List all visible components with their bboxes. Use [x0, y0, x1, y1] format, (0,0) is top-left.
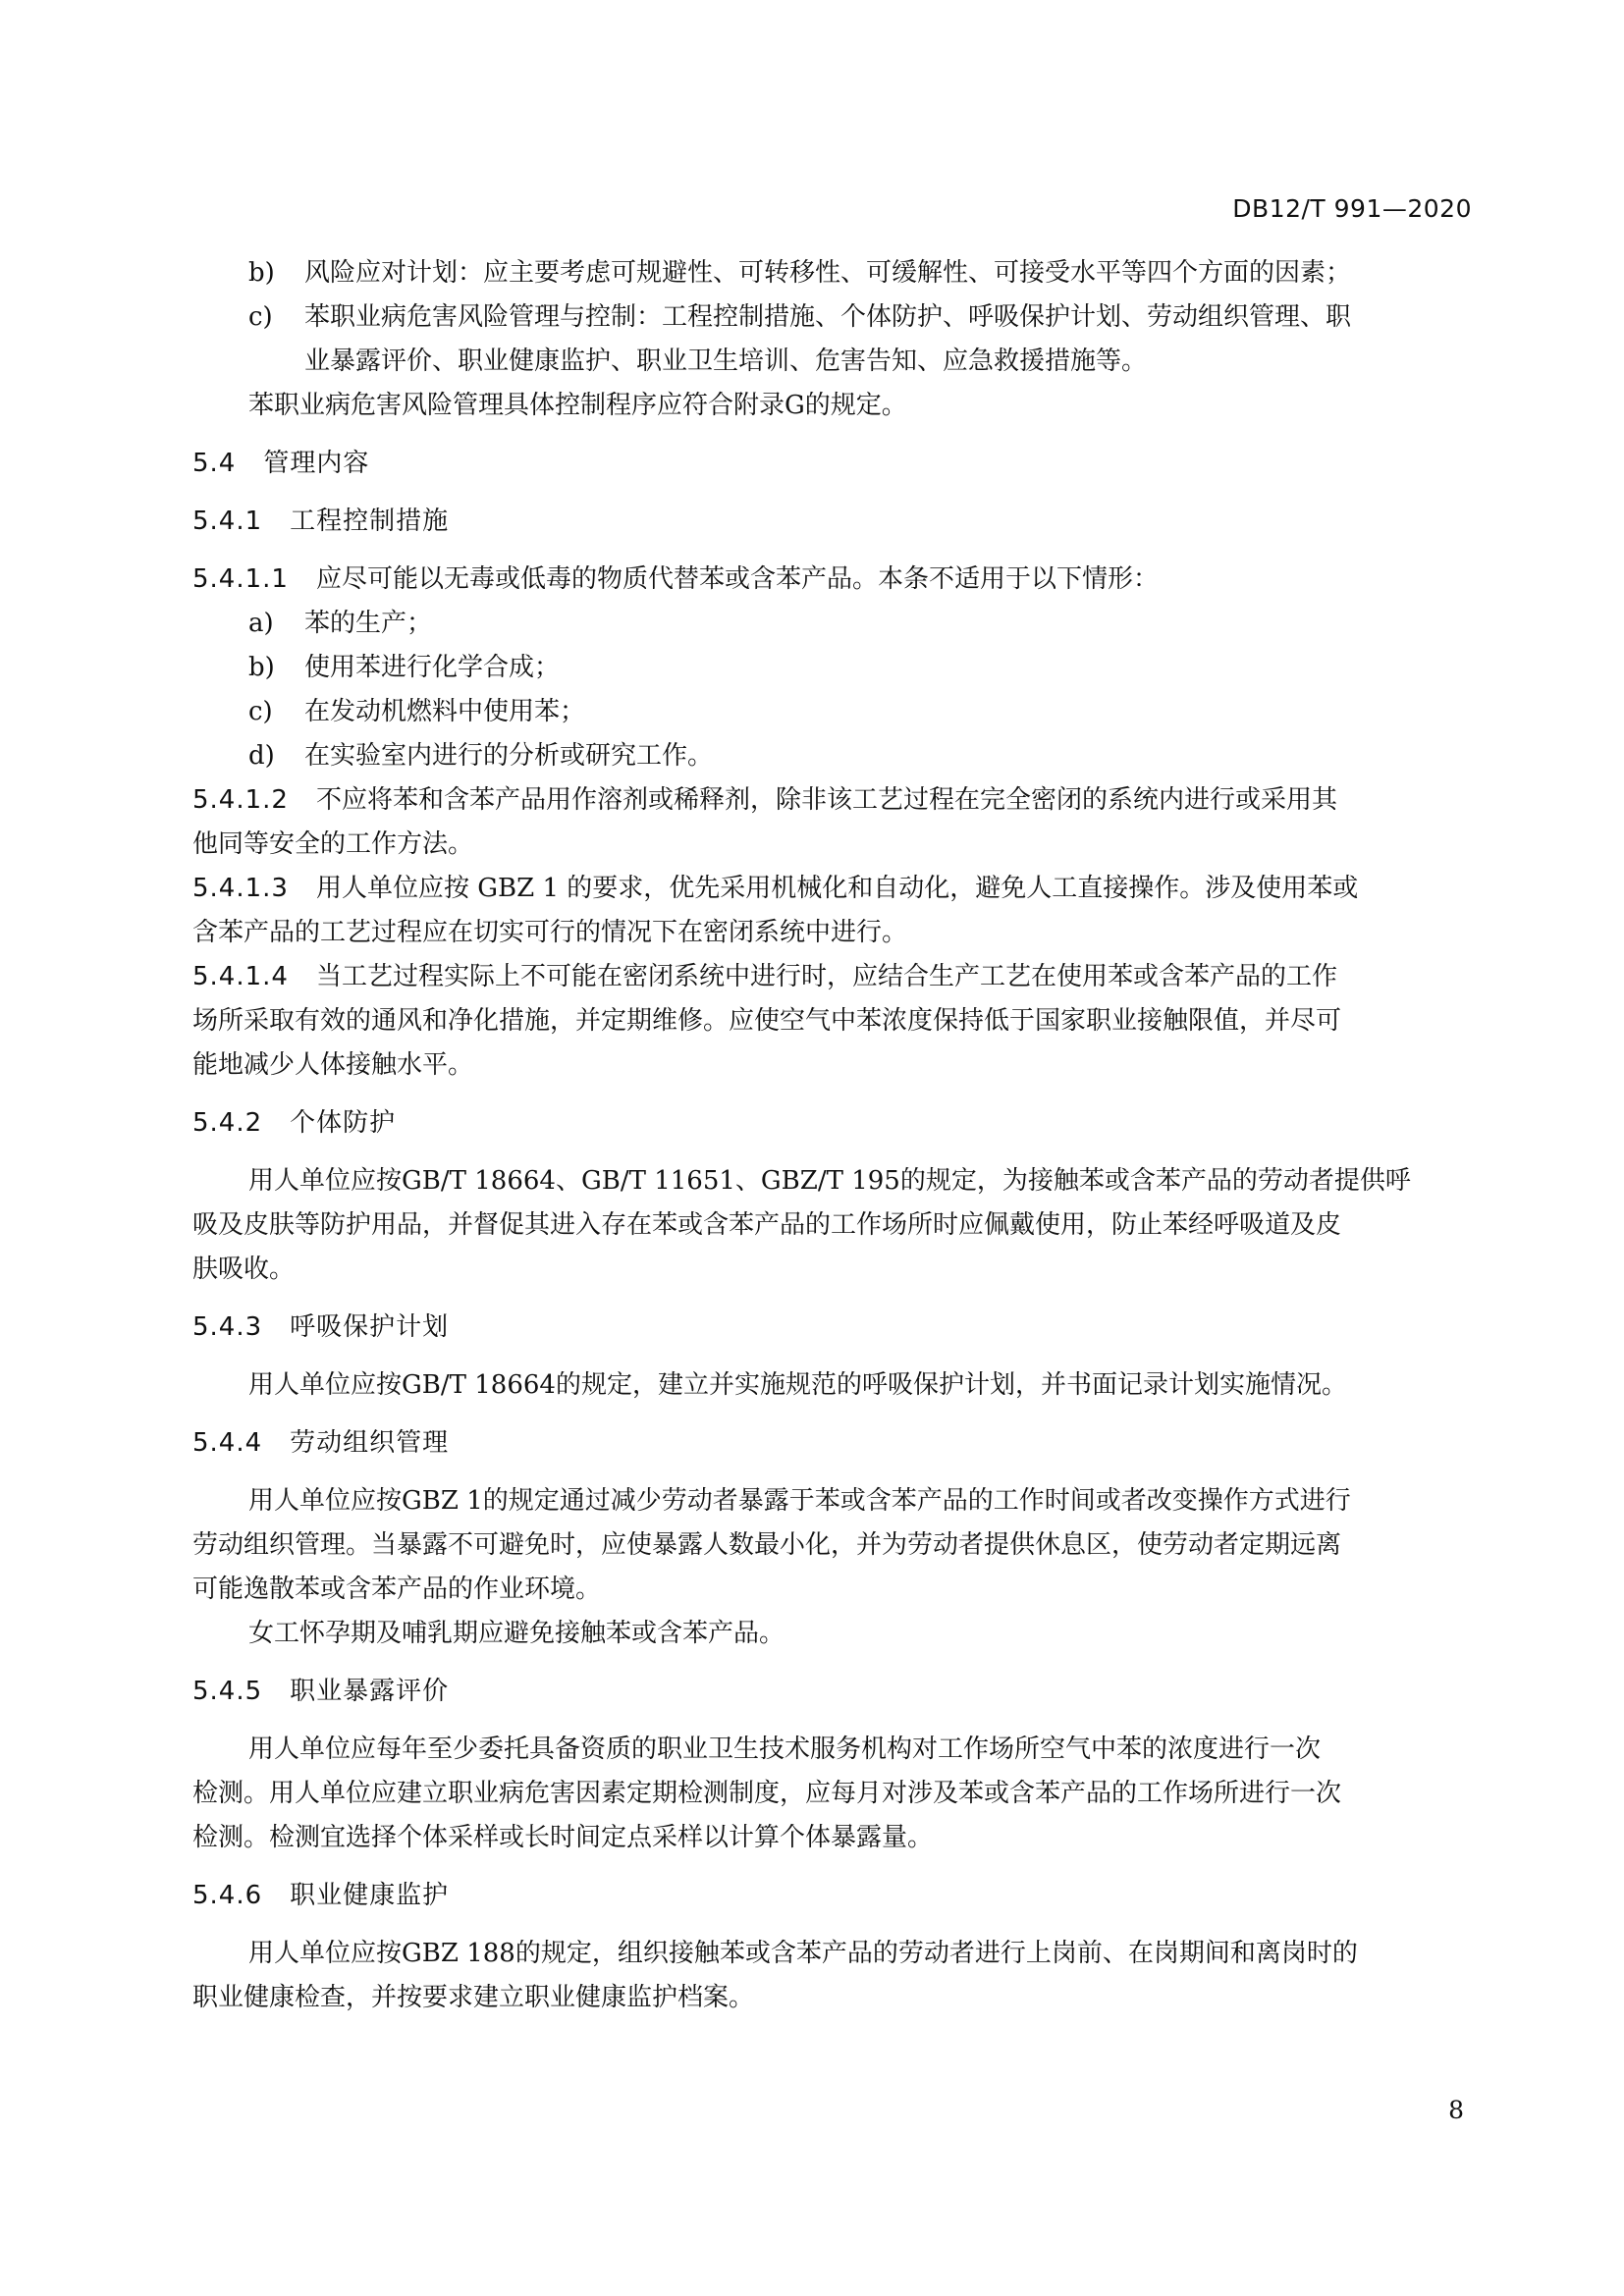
clause-5-4-1-2-line2: 他同等安全的工作方法。	[192, 829, 474, 859]
list-item: b) 使用苯进行化学合成；	[248, 653, 561, 682]
list-item: d) 在实验室内进行的分析或研究工作。	[248, 741, 714, 771]
heading-5-4: 5.4 管理内容	[192, 449, 370, 478]
page-number: 8	[1448, 2096, 1464, 2124]
clause-5-4-1-1: 5.4.1.1 应尽可能以无毒或低毒的物质代替苯或含苯产品。本条不适用于以下情形：	[192, 564, 1159, 594]
heading-5-4-3: 5.4.3 呼吸保护计划	[192, 1312, 450, 1342]
heading-5-4-1: 5.4.1 工程控制措施	[192, 507, 450, 536]
paragraph: 用人单位应每年至少委托具备资质的职业卫生技术服务机构对工作场所空气中苯的浓度进行一次	[248, 1735, 1322, 1764]
clause-5-4-1-3-line2: 含苯产品的工艺过程应在切实可行的情况下在密闭系统中进行。	[192, 918, 908, 947]
list-item: a) 苯的生产；	[248, 609, 433, 638]
list-item-c: c) 苯职业病危害风险管理与控制：工程控制措施、个体防护、呼吸保护计划、劳动组织管理、职	[248, 302, 1352, 332]
heading-5-4-6: 5.4.6 职业健康监护	[192, 1881, 450, 1910]
clause-5-4-1-4: 5.4.1.4 当工艺过程实际上不可能在密闭系统中进行时，应结合生产工艺在使用苯或含苯产品的工作	[192, 962, 1337, 991]
paragraph: 用人单位应按GB/T 18664的规定，建立并实施规范的呼吸保护计划，并书面记录计划实施情况。	[248, 1370, 1347, 1400]
heading-5-4-4: 5.4.4 劳动组织管理	[192, 1428, 450, 1458]
list-item: c) 在发动机燃料中使用苯；	[248, 697, 586, 726]
paragraph: 女工怀孕期及哺乳期应避免接触苯或含苯产品。	[248, 1619, 785, 1648]
paragraph-line: 吸及皮肤等防护用品，并督促其进入存在苯或含苯产品的工作场所时应佩戴使用，防止苯经呼吸道及皮	[192, 1210, 1342, 1240]
heading-5-4-2: 5.4.2 个体防护	[192, 1108, 397, 1138]
paragraph-line: 可能逸散苯或含苯产品的作业环境。	[192, 1575, 602, 1604]
heading-5-4-5: 5.4.5 职业暴露评价	[192, 1677, 450, 1706]
document-code: DB12/T 991—2020	[1232, 194, 1472, 223]
intro-paragraph: 苯职业病危害风险管理具体控制程序应符合附录G的规定。	[248, 391, 907, 420]
paragraph-line: 检测。检测宜选择个体采样或长时间定点采样以计算个体暴露量。	[192, 1823, 934, 1852]
paragraph-line: 检测。用人单位应建立职业病危害因素定期检测制度，应每月对涉及苯或含苯产品的工作场所进行一次	[192, 1779, 1342, 1808]
list-item-b: b) 风险应对计划：应主要考虑可规避性、可转移性、可缓解性、可接受水平等四个方面的因素；	[248, 258, 1352, 288]
list-item-c-continuation: 业暴露评价、职业健康监护、职业卫生培训、危害告知、应急救援措施等。	[304, 347, 1148, 376]
clause-5-4-1-2: 5.4.1.2 不应将苯和含苯产品用作溶剂或稀释剂，除非该工艺过程在完全密闭的系统内进行或采用其	[192, 785, 1337, 815]
paragraph-line: 肤吸收。	[192, 1255, 296, 1284]
paragraph-line: 劳动组织管理。当暴露不可避免时，应使暴露人数最小化，并为劳动者提供休息区，使劳动者定期远离	[192, 1530, 1342, 1560]
paragraph: 用人单位应按GBZ 188的规定，组织接触苯或含苯产品的劳动者进行上岗前、在岗期间和离岗时的	[248, 1939, 1358, 1968]
paragraph: 用人单位应按GBZ 1的规定通过减少劳动者暴露于苯或含苯产品的工作时间或者改变操作方式进行	[248, 1486, 1351, 1516]
clause-5-4-1-3: 5.4.1.3 用人单位应按 GBZ 1 的要求，优先采用机械化和自动化，避免人工直接操作。涉及使用苯或	[192, 874, 1359, 903]
page-content	[192, 251, 1469, 2020]
paragraph: 用人单位应按GB/T 18664、GB/T 11651、GBZ/T 195的规定，为接触苯或含苯产品的劳动者提供呼	[248, 1166, 1411, 1196]
clause-5-4-1-4-line2: 场所采取有效的通风和净化措施，并定期维修。应使空气中苯浓度保持低于国家职业接触限值，并尽可	[192, 1006, 1342, 1036]
paragraph-line: 职业健康检查，并按要求建立职业健康监护档案。	[192, 1983, 755, 2012]
clause-5-4-1-4-line3: 能地减少人体接触水平。	[192, 1050, 474, 1080]
